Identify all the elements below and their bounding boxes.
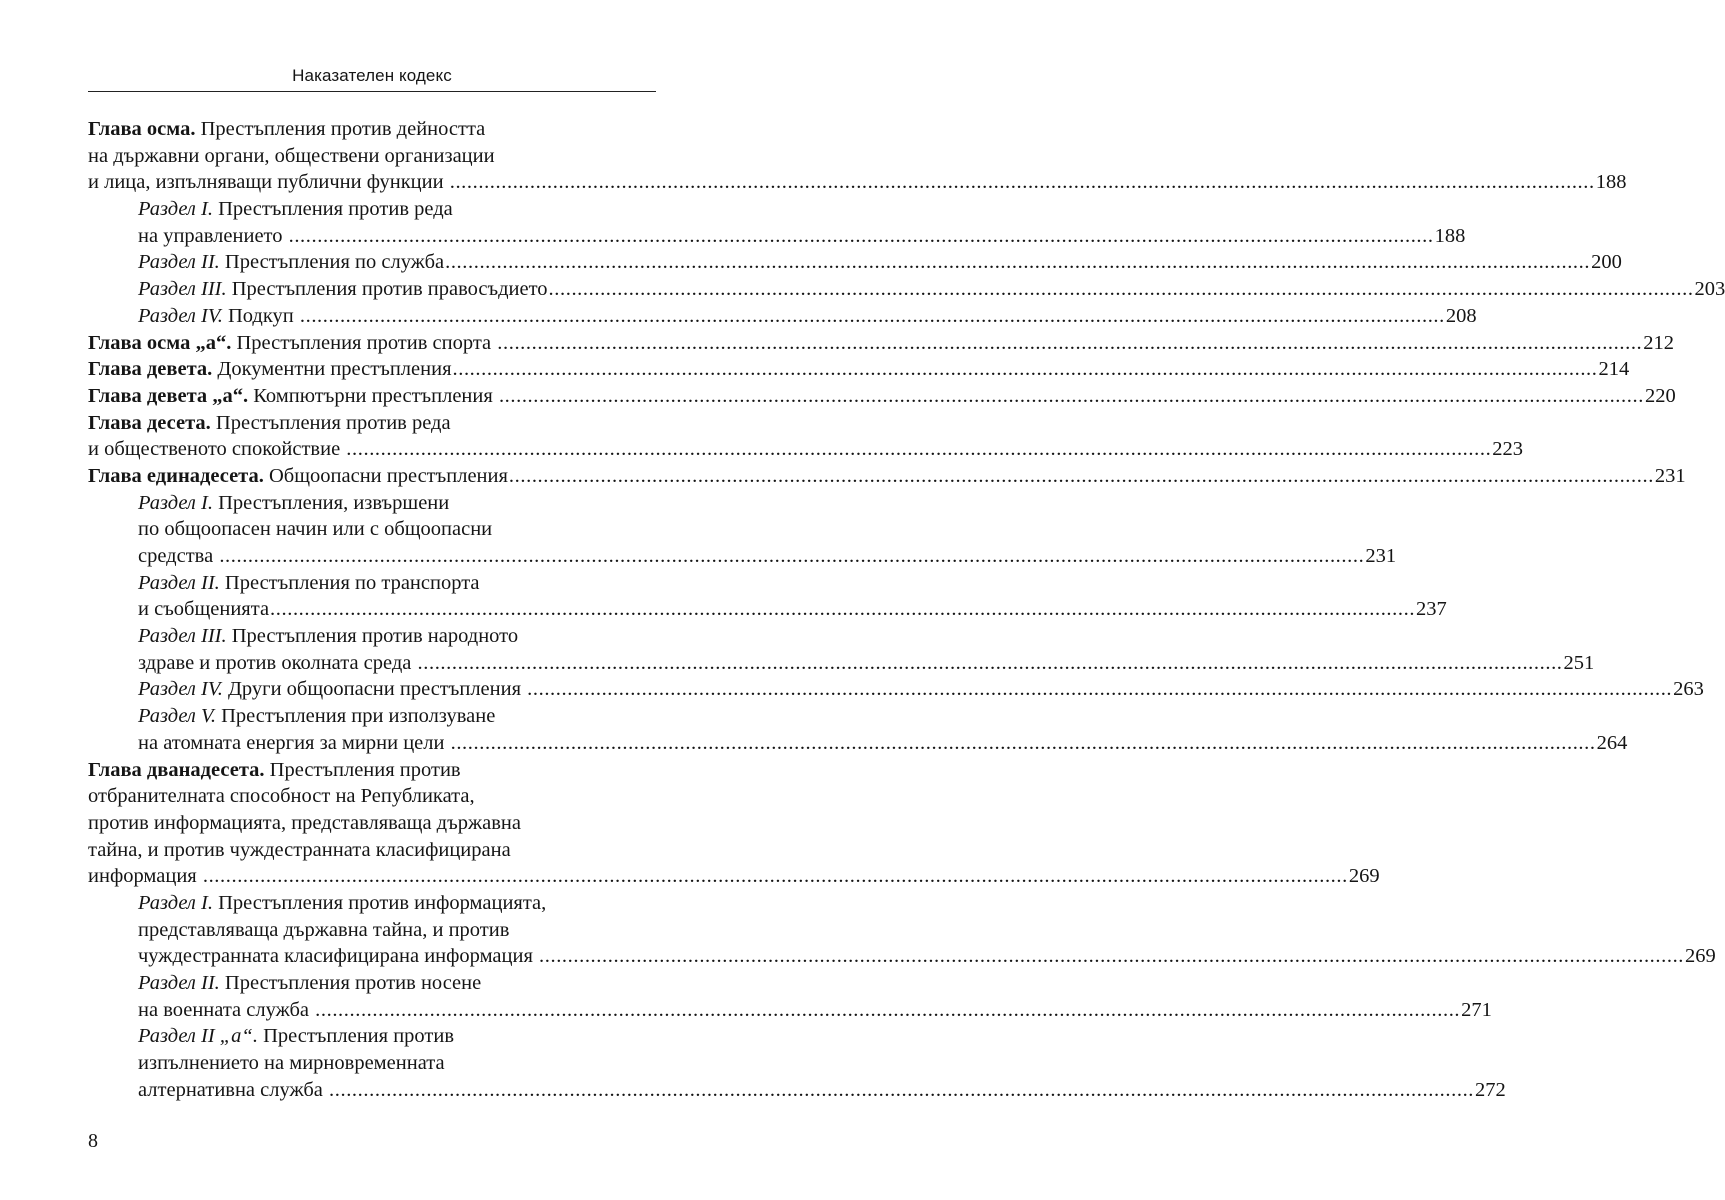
dot-leader: ........................................................................................................................................................................................................ bbox=[508, 464, 1654, 487]
toc-entry-text bbox=[138, 276, 548, 303]
dot-leader: ........................................................................................................................................................................................................ bbox=[449, 171, 1595, 194]
toc-page-number: 188 bbox=[1595, 171, 1627, 194]
toc-page-number: 251 bbox=[1563, 651, 1595, 674]
toc-title-text: Престъпления против спорта bbox=[231, 331, 497, 354]
section-label: Раздел I. bbox=[138, 198, 213, 221]
toc-title-text: Престъпления против реда bbox=[210, 411, 451, 434]
toc-title-text: Документни престъпления bbox=[212, 358, 452, 381]
toc-entry-line bbox=[138, 890, 656, 917]
toc-entry-text bbox=[88, 412, 451, 434]
dot-leader: ........................................................................................................................................................................................................ bbox=[527, 678, 1673, 701]
toc-title-text: по общоопасен начин или с общоопасни bbox=[138, 518, 493, 541]
toc-entry-text bbox=[88, 812, 521, 834]
chapter-label: Глава девета „а“. bbox=[88, 384, 249, 407]
section-label: Раздел II. bbox=[138, 571, 220, 594]
toc-entry-line bbox=[138, 623, 656, 650]
toc-entry-text bbox=[138, 1077, 328, 1104]
section-label: Раздел I. bbox=[138, 891, 213, 914]
section-label: Раздел III. bbox=[138, 278, 227, 301]
toc-title-text: Престъпления против народното bbox=[226, 625, 519, 648]
toc-entry-line bbox=[138, 570, 656, 597]
toc-entry-text bbox=[138, 492, 449, 514]
toc-entry-text bbox=[138, 596, 269, 623]
toc-entry bbox=[88, 623, 1595, 676]
toc-entry bbox=[88, 1023, 1506, 1103]
toc-entry-text bbox=[88, 118, 485, 140]
toc-entry-text bbox=[88, 785, 475, 807]
toc-title-text: чуждестранната класифицирана информация bbox=[138, 945, 539, 968]
toc-title-text: Общоопасни престъпления bbox=[263, 464, 508, 487]
toc-title-text: информация bbox=[88, 865, 202, 888]
toc-entry-line bbox=[88, 116, 656, 143]
toc-title-text: Престъпления против реда bbox=[212, 198, 453, 221]
toc-entry-text bbox=[138, 943, 538, 970]
toc-page-number: 220 bbox=[1644, 384, 1676, 407]
chapter-label: Глава девета. bbox=[88, 358, 213, 381]
toc-entry-text bbox=[138, 625, 518, 647]
toc-entry-text bbox=[138, 972, 481, 994]
toc-title-text: изпълнението на мирновременната bbox=[138, 1052, 445, 1075]
toc-entry bbox=[88, 330, 1675, 357]
toc-entry bbox=[88, 703, 1628, 756]
toc-title-text: представляваща държавна тайна, и против bbox=[138, 918, 510, 941]
toc-entry-text bbox=[138, 919, 509, 941]
toc-entry-line bbox=[88, 783, 656, 810]
toc-page-number: 203 bbox=[1694, 278, 1725, 301]
toc-entry-line bbox=[88, 143, 656, 170]
toc-title-text: здраве и против околната среда bbox=[138, 651, 417, 674]
toc-title-text: Престъпления против правосъдието bbox=[226, 278, 548, 301]
toc-entry-line bbox=[138, 997, 1492, 1024]
toc-page-number: 214 bbox=[1598, 358, 1630, 381]
chapter-label: Глава десета. bbox=[88, 411, 211, 434]
toc-entry bbox=[88, 490, 1397, 570]
toc-title-text: на военната служба bbox=[138, 998, 315, 1021]
toc-entry-text bbox=[138, 650, 417, 677]
toc-page-number: 271 bbox=[1461, 998, 1492, 1021]
toc-entry-text bbox=[88, 169, 449, 196]
toc-entry-text bbox=[88, 145, 495, 167]
toc-entry-text bbox=[88, 383, 498, 410]
toc-title-text: на държавни органи, обществени организации bbox=[88, 144, 495, 167]
toc-entry-line bbox=[138, 1077, 1506, 1104]
toc-entry-text bbox=[138, 705, 495, 727]
toc-entry-line bbox=[88, 757, 656, 784]
toc-entry-text bbox=[88, 863, 202, 890]
toc-entry bbox=[88, 356, 1630, 383]
toc-title-text: средства bbox=[138, 545, 219, 567]
toc-title-text: Престъпления против носене bbox=[219, 972, 482, 994]
toc-entry bbox=[88, 116, 1627, 196]
toc-title-text: и общественото спокойствие bbox=[88, 438, 346, 461]
toc-title-text: Престъпления против информацията, bbox=[212, 891, 547, 914]
toc-title-text: против информацията, представляваща държавна bbox=[88, 811, 521, 834]
toc-entry bbox=[88, 383, 1676, 410]
toc-page-number: 231 bbox=[1365, 545, 1397, 567]
toc-entry bbox=[88, 196, 1466, 249]
dot-leader: ........................................................................................................................................................................................................ bbox=[299, 304, 1445, 327]
dot-leader: ........................................................................................................................................................................................................ bbox=[548, 278, 1694, 301]
toc-entry-line bbox=[88, 436, 1524, 463]
table-of-contents bbox=[88, 116, 1725, 1103]
dot-leader: ........................................................................................................................................................................................................ bbox=[202, 865, 1348, 888]
toc-page-number: 200 bbox=[1591, 251, 1622, 274]
toc-entry-line bbox=[88, 356, 1630, 383]
toc-entry-text bbox=[138, 543, 218, 570]
toc-entry bbox=[88, 276, 1725, 303]
toc-page-number: 231 bbox=[1654, 464, 1686, 487]
toc-entry bbox=[88, 970, 1492, 1023]
toc-page-number: 264 bbox=[1596, 731, 1628, 754]
toc-page-number: 269 bbox=[1685, 945, 1716, 968]
toc-page-number: 263 bbox=[1673, 678, 1704, 701]
dot-leader: ........................................................................................................................................................................................................ bbox=[450, 731, 1596, 754]
toc-entry-text bbox=[88, 356, 452, 383]
dot-leader: ........................................................................................................................................................................................................ bbox=[329, 1078, 1475, 1101]
toc-entry bbox=[88, 890, 1716, 970]
toc-entry-text bbox=[138, 892, 546, 914]
toc-entry-line bbox=[138, 490, 656, 517]
toc-entry-line bbox=[138, 543, 1397, 570]
toc-page-number: 212 bbox=[1643, 331, 1675, 354]
chapter-label: Глава дванадесета. bbox=[88, 758, 265, 781]
toc-page-number: 188 bbox=[1434, 224, 1466, 247]
toc-entry bbox=[88, 570, 1447, 623]
toc-entry-line bbox=[138, 196, 656, 223]
toc-title-text: Престъпления по транспорта bbox=[219, 571, 480, 594]
chapter-label: Глава осма „а“. bbox=[88, 331, 232, 354]
toc-entry-line bbox=[138, 703, 656, 730]
toc-title-text: Компютърни престъпления bbox=[248, 384, 498, 407]
toc-entry-line bbox=[138, 676, 1704, 703]
toc-entry-line bbox=[138, 516, 656, 543]
toc-entry-line bbox=[138, 249, 1622, 276]
toc-title-text: Престъпления против дейността bbox=[195, 118, 486, 140]
toc-entry-text bbox=[138, 303, 299, 330]
toc-entry bbox=[88, 757, 1380, 890]
toc-entry-line bbox=[88, 837, 656, 864]
toc-entry bbox=[88, 676, 1704, 703]
toc-title-text: на управлението bbox=[138, 224, 288, 247]
dot-leader: ........................................................................................................................................................................................................ bbox=[445, 251, 1591, 274]
toc-page-number: 223 bbox=[1492, 438, 1524, 461]
chapter-label: Глава осма. bbox=[88, 118, 196, 140]
toc-entry-line bbox=[88, 383, 1676, 410]
toc-entry-text bbox=[138, 1052, 445, 1074]
toc-title-text: и съобщенията bbox=[138, 598, 270, 621]
toc-title-text: алтернативна служба bbox=[138, 1078, 329, 1101]
toc-title-text: на атомната енергия за мирни цели bbox=[138, 731, 450, 754]
toc-entry-text bbox=[138, 223, 288, 250]
toc-entry-text bbox=[88, 759, 461, 781]
toc-entry-line bbox=[88, 410, 656, 437]
toc-title-text: отбранителната способност на Републиката, bbox=[88, 785, 475, 808]
toc-entry-line bbox=[138, 276, 1725, 303]
section-label: Раздел V. bbox=[138, 705, 216, 728]
toc-entry-line bbox=[88, 330, 1675, 357]
toc-entry-line bbox=[138, 917, 656, 944]
toc-title-text: тайна, и против чуждестранната класифицирана bbox=[88, 838, 511, 861]
section-label: Раздел II „а“. bbox=[138, 1025, 258, 1048]
toc-entry-line bbox=[138, 1050, 656, 1077]
toc-entry-line bbox=[88, 169, 1627, 196]
toc-entry-line bbox=[138, 596, 1447, 623]
toc-entry-text bbox=[88, 330, 496, 357]
toc-page-number: 272 bbox=[1475, 1078, 1506, 1101]
toc-entry-text bbox=[88, 463, 508, 490]
section-label: Раздел II. bbox=[138, 972, 220, 994]
chapter-label: Глава единадесета. bbox=[88, 464, 264, 487]
toc-title-text: Престъпления против bbox=[264, 758, 461, 781]
toc-entry-text bbox=[88, 436, 345, 463]
toc-title-text: и лица, изпълняващи публични функции bbox=[88, 171, 449, 194]
dot-leader: ........................................................................................................................................................................................................ bbox=[539, 945, 1685, 968]
section-label: Раздел III. bbox=[138, 625, 227, 648]
toc-entry-text bbox=[138, 249, 444, 276]
toc-entry-line bbox=[88, 463, 1686, 490]
toc-entry-text bbox=[88, 839, 511, 861]
section-label: Раздел IV. bbox=[138, 304, 223, 327]
toc-entry bbox=[88, 249, 1622, 276]
dot-leader: ........................................................................................................................................................................................................ bbox=[497, 331, 1643, 354]
toc-entry-line bbox=[138, 943, 1716, 970]
toc-entry-line bbox=[138, 650, 1595, 677]
section-label: Раздел IV. bbox=[138, 678, 223, 701]
dot-leader: ........................................................................................................................................................................................................ bbox=[315, 998, 1461, 1021]
toc-title-text: Подкуп bbox=[222, 304, 299, 327]
toc-entry-line bbox=[88, 863, 1380, 890]
toc-page-number: 237 bbox=[1416, 598, 1447, 621]
toc-title-text: Други общоопасни престъпления bbox=[222, 678, 527, 701]
running-header: Наказателен кодекс bbox=[292, 66, 452, 85]
toc-entry-line bbox=[88, 810, 656, 837]
dot-leader: ........................................................................................................................................................................................................ bbox=[452, 358, 1598, 381]
toc-entry-text bbox=[138, 730, 450, 757]
dot-leader: ........................................................................................................................................................................................................ bbox=[498, 384, 1644, 407]
toc-page-number: 269 bbox=[1348, 865, 1380, 888]
toc-entry-text bbox=[138, 1025, 454, 1047]
header-rule bbox=[88, 91, 656, 92]
toc-title-text: Престъпления, извършени bbox=[212, 491, 450, 514]
toc-entry-text bbox=[138, 198, 453, 220]
toc-entry bbox=[88, 463, 1686, 490]
dot-leader: ........................................................................................................................................................................................................ bbox=[288, 224, 1434, 247]
toc-entry-text bbox=[138, 997, 314, 1024]
section-label: Раздел II. bbox=[138, 251, 220, 274]
toc-title-text: Престъпления при използуване bbox=[216, 705, 496, 728]
toc-entry-text bbox=[138, 572, 480, 594]
dot-leader: ........................................................................................................................................................................................................ bbox=[219, 545, 1365, 567]
toc-entry bbox=[88, 303, 1477, 330]
toc-entry-line bbox=[138, 730, 1628, 757]
toc-entry-line bbox=[138, 1023, 656, 1050]
toc-page-number: 208 bbox=[1445, 304, 1477, 327]
toc-title-text: Престъпления против bbox=[257, 1025, 455, 1048]
toc-title-text: Престъпления по служба bbox=[219, 251, 445, 274]
toc-entry-line bbox=[138, 970, 656, 997]
toc-entry-text bbox=[138, 676, 526, 703]
dot-leader: ........................................................................................................................................................................................................ bbox=[346, 438, 1492, 461]
dot-leader: ........................................................................................................................................................................................................ bbox=[270, 598, 1416, 621]
toc-entry-line bbox=[138, 223, 1466, 250]
toc-entry-text bbox=[138, 518, 492, 540]
toc-entry-line bbox=[138, 303, 1477, 330]
dot-leader: ........................................................................................................................................................................................................ bbox=[417, 651, 1563, 674]
page-number: 8 bbox=[88, 1130, 98, 1152]
toc-entry bbox=[88, 410, 1524, 463]
section-label: Раздел I. bbox=[138, 491, 213, 514]
